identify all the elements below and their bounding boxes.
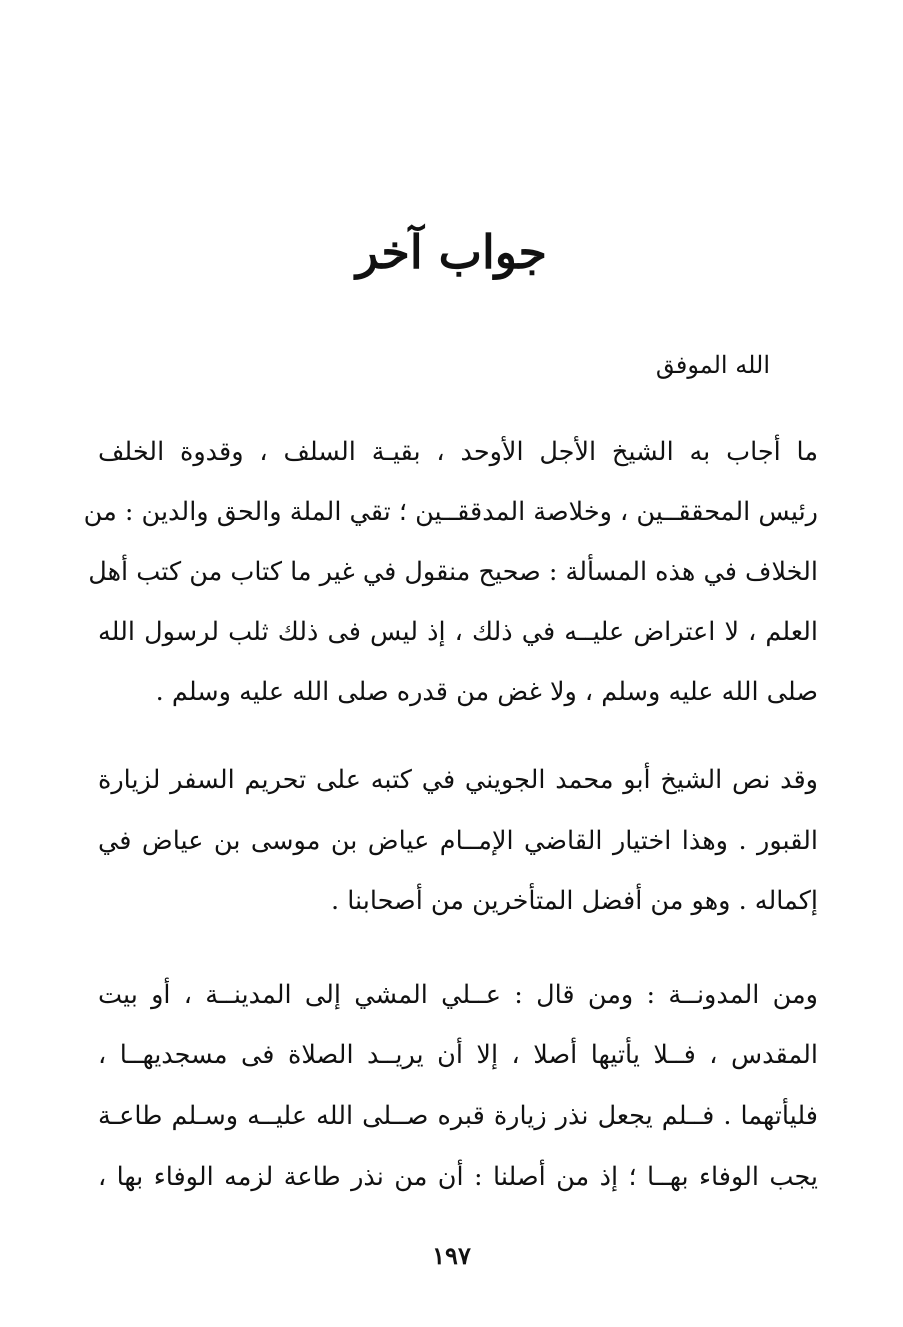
paragraph-2-line-1: وقد نص الشيخ أبو محمد الجويني في كتبه على تحريم السفر لزيارة	[98, 765, 818, 795]
paragraph-1-line-1: ما أجاب به الشيخ الأجل الأوحد ، بقيـة السلف ، وقدوة الخلف	[98, 437, 818, 467]
page-number: ١٩٧	[432, 1241, 471, 1270]
paragraph-1-line-4: العلم ، لا اعتراض عليــه في ذلك ، إذ ليس فى ذلك ثلب لرسول الله	[98, 617, 818, 647]
paragraph-3-line-4: يجب الوفاء بهــا ؛ إذ من أصلنا : أن من نذر طاعة لزمه الوفاء بها ،	[98, 1162, 818, 1192]
paragraph-3-line-3: فليأتهما . فــلم يجعل نذر زيارة قبره صــلى الله عليــه وسـلم طاعـة	[98, 1101, 818, 1131]
paragraph-1-line-2: رئيس المحققــين ، وخلاصة المدققــين ؛ تقي الملة والحق والدين : من	[83, 497, 818, 527]
paragraph-3-line-1: ومن المدونــة : ومن قال : عــلي المشي إلى المدينــة ، أو بيت	[98, 980, 818, 1010]
opening-invocation: الله الموفق	[655, 351, 770, 379]
paragraph-2-line-3: إكماله . وهو من أفضل المتأخرين من أصحابنا .	[331, 886, 818, 916]
paragraph-3-line-2: المقدس ، فــلا يأتيها أصلا ، إلا أن يريــد الصلاة فى مسجديهــا ،	[98, 1040, 818, 1070]
paragraph-2-line-2: القبور . وهذا اختيار القاضي الإمــام عياض بن موسى بن عياض في	[98, 826, 818, 856]
section-title: جواب آخر	[356, 225, 547, 279]
paragraph-1-line-3: الخلاف في هذه المسألة : صحيح منقول في غير ما كتاب من كتب أهل	[88, 557, 818, 587]
paragraph-1-line-5: صلى الله عليه وسلم ، ولا غض من قدره صلى الله عليه وسلم .	[155, 677, 818, 707]
